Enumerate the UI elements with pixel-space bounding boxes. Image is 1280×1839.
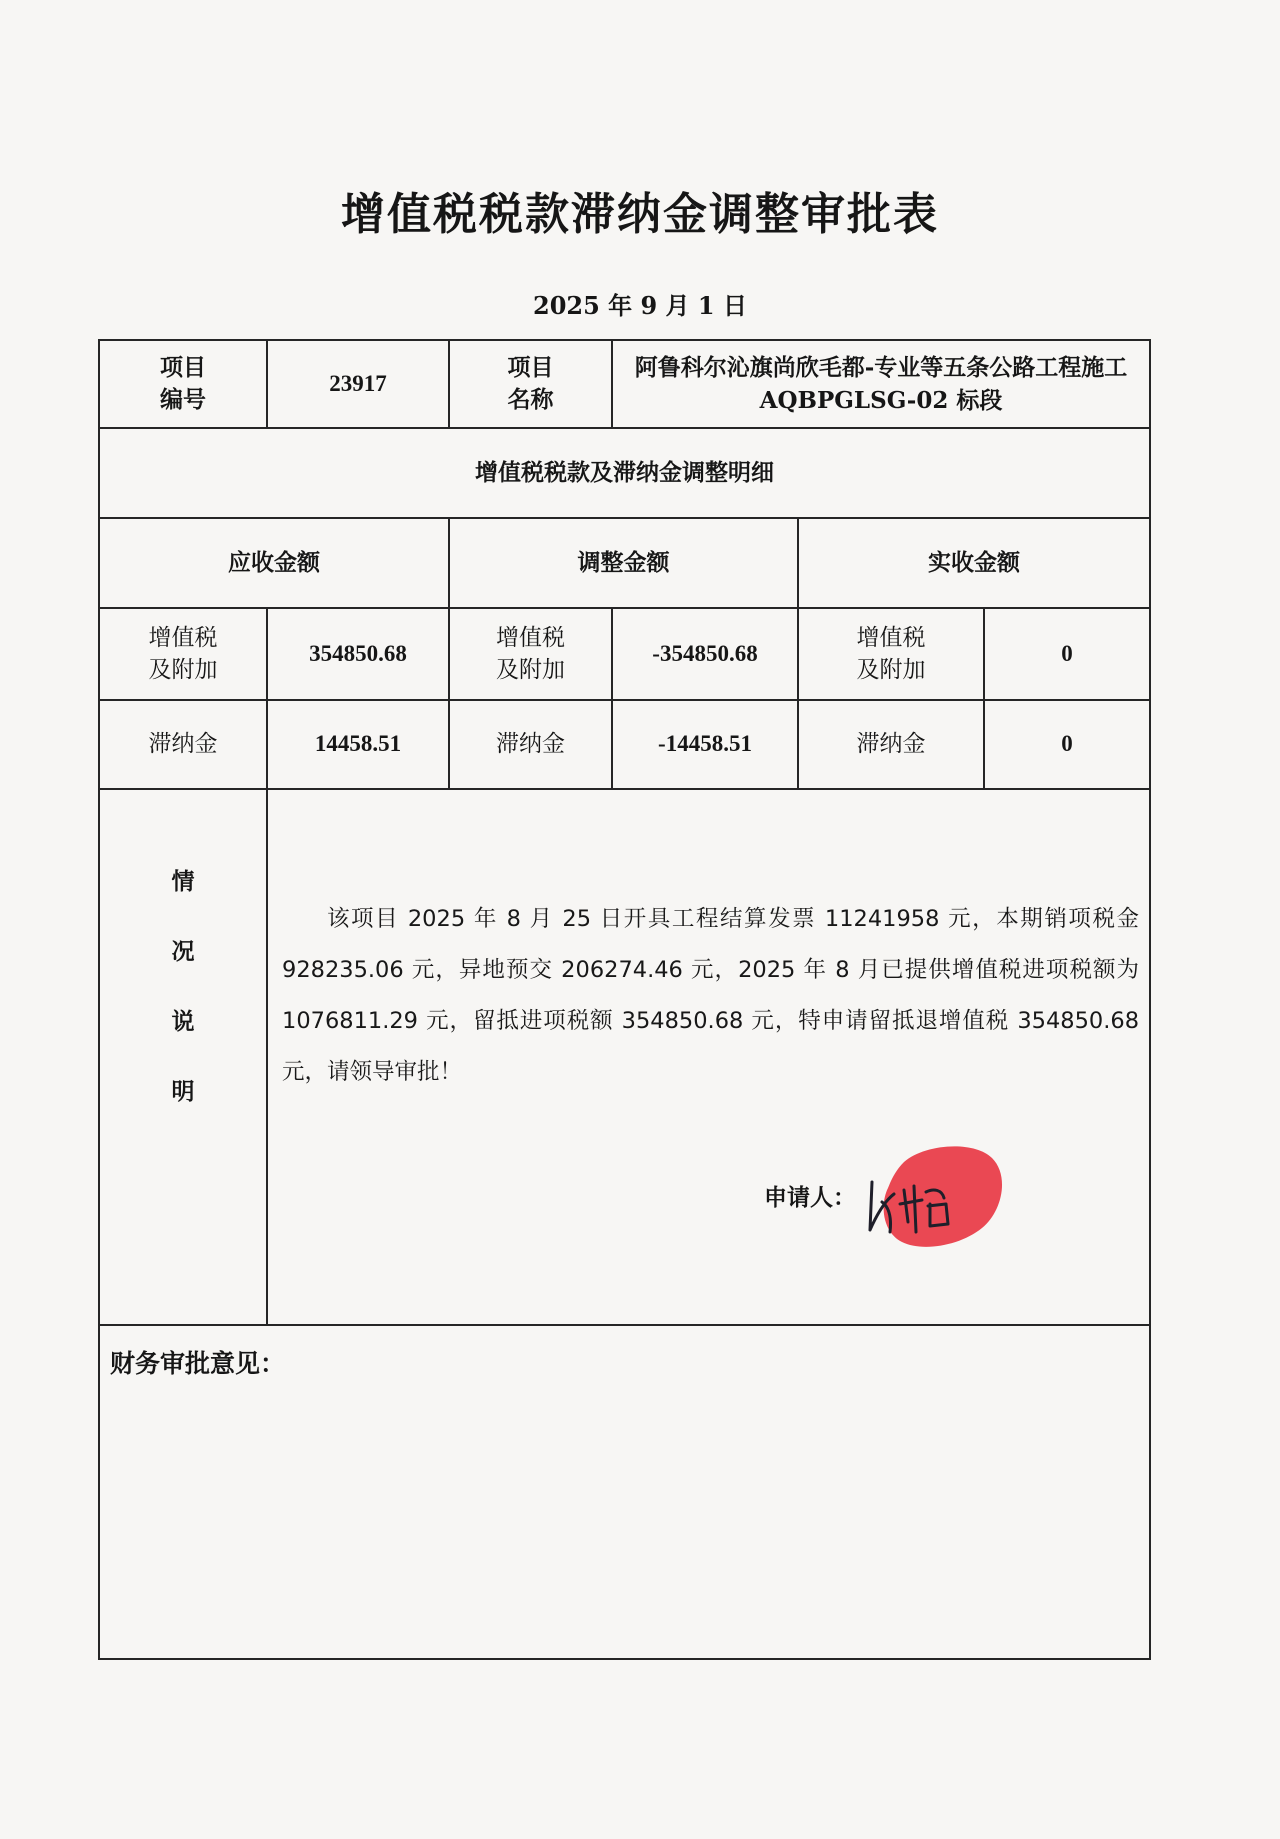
approval-cell xyxy=(99,1325,1150,1659)
approval-row xyxy=(99,1325,1150,1659)
project-name-label: 项目 名称 xyxy=(449,340,612,428)
late-fee-actual-label: 滞纳金 xyxy=(798,700,984,789)
vat-receivable-label: 增值税 及附加 xyxy=(99,608,267,700)
situation-row xyxy=(99,789,1150,1325)
vat-row xyxy=(99,608,1150,700)
vat-adjust-value: -354850.68 xyxy=(612,608,798,700)
late-fee-row xyxy=(99,700,1150,789)
adjustment-header: 调整金额 xyxy=(449,518,798,608)
form-date: 2025 年 9 月 1 日 xyxy=(533,291,747,320)
applicant-signature-seal xyxy=(864,1142,1014,1252)
situation-text: 该项目 2025 年 8 月 25 日开具工程结算发票 11241958 元，本期销项税金 928235.06 元，异地预交 206274.46 元，2025 年 8 月已提供增值税进项税额为 1076811.29 元，留抵进项税额 354850.68 元，特申请留抵退增值税 354850.68 元，请领导审批！ xyxy=(282,906,1140,1085)
detail-heading-row xyxy=(99,428,1150,518)
late-fee-adjust-value: -14458.51 xyxy=(612,700,798,789)
form-title: 增值税税款滞纳金调整审批表 xyxy=(341,189,939,240)
column-header-row xyxy=(99,518,1150,608)
approval-form-table xyxy=(98,339,1151,1660)
project-name-value: 阿鲁科尔沁旗尚欣毛都-专业等五条公路工程施工 AQBPGLSG-02 标段 xyxy=(612,340,1150,428)
vat-actual-value: 0 xyxy=(984,608,1150,700)
late-fee-adjust-label: 滞纳金 xyxy=(449,700,612,789)
vat-adjust-label: 增值税 及附加 xyxy=(449,608,612,700)
receivable-header: 应收金额 xyxy=(99,518,449,608)
project-number-value: 23917 xyxy=(267,340,449,428)
project-info-row xyxy=(99,340,1150,428)
vat-actual-label: 增值税 及附加 xyxy=(798,608,984,700)
late-fee-receivable-label: 滞纳金 xyxy=(99,700,267,789)
late-fee-actual-value: 0 xyxy=(984,700,1150,789)
finance-approval-label: 财务审批意见： xyxy=(110,1349,286,1378)
project-number-label: 项目 编号 xyxy=(99,340,267,428)
situation-cell xyxy=(267,789,1150,1325)
detail-heading: 增值税税款及滞纳金调整明细 xyxy=(99,428,1150,518)
situation-label: 情 况 说 明 xyxy=(99,789,267,1325)
late-fee-receivable-value: 14458.51 xyxy=(267,700,449,789)
applicant-label: 申请人： xyxy=(764,1185,856,1211)
vat-receivable-value: 354850.68 xyxy=(267,608,449,700)
actual-header: 实收金额 xyxy=(798,518,1150,608)
